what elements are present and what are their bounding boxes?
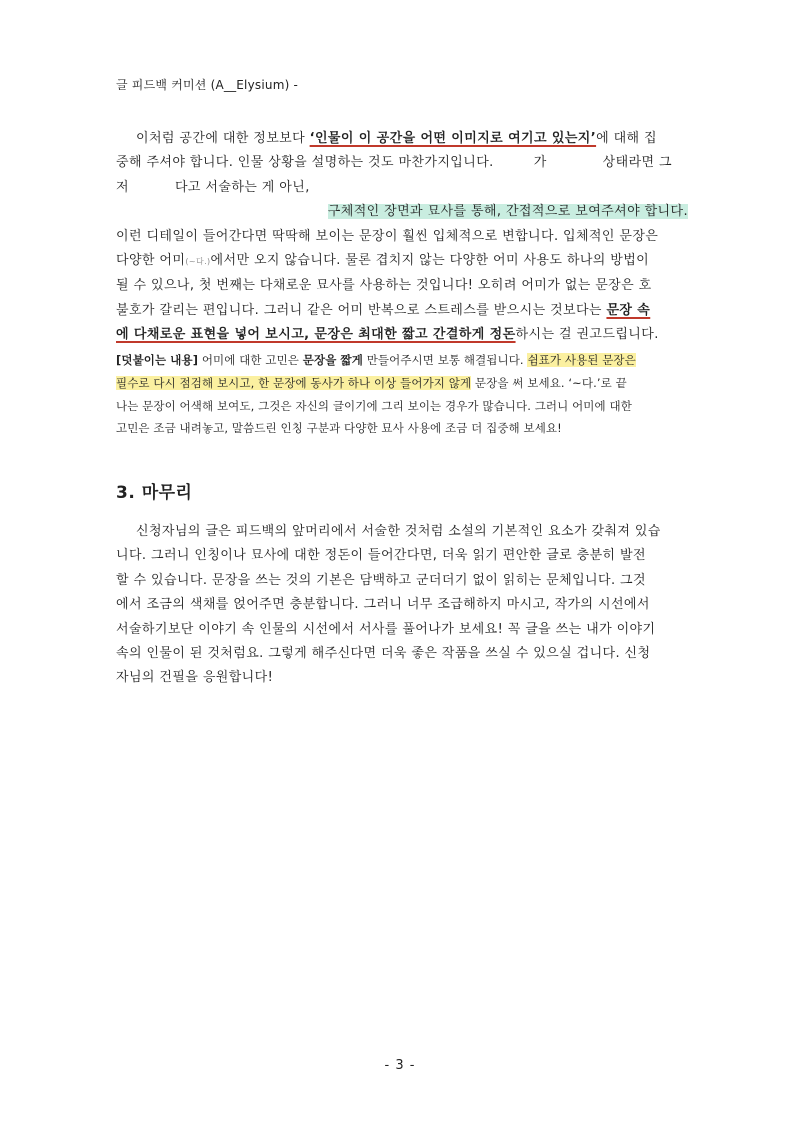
para3-line-4: 에서 조금의 색채를 얹어주면 충분합니다. 그러니 너무 조급해하지 마시고, 작가의 시선에서 (116, 597, 650, 613)
para2-line-3: 나는 문장이 어색해 보여도, 그것은 자신의 글이기에 그리 보이는 경우가 많습니다. 그러니 어미에 대한 (116, 398, 632, 413)
para2-line-4: 고민은 조금 내려놓고, 말씀드린 인칭 구분과 다양한 묘사 사용에 조금 더 집중해 보세요! (116, 421, 562, 436)
highlight-comma-check: 쉼표가 사용된 문장은 (527, 353, 636, 367)
para1-line-6: 다양한 어미(~다.)에서만 오지 않습니다. 물론 겹치지 않는 다양한 어미 사용도 하나의 방법이 (116, 253, 650, 269)
highlight-one-verb: 필수로 다시 점검해 보시고, 한 문장에 동사가 하나 이상 들어가지 않게 (116, 375, 472, 390)
emphasis-character-perception: ‘인물이 이 공간을 어떤 이미지로 여기고 있는지’ (309, 131, 597, 146)
emphasis-sentence-start: 문장 속 (606, 302, 651, 318)
para2-line-1: [덧붙이는 내용] 어미에 대한 고민은 문장을 짧게 만들어주시면 보통 해결됩니다. 쉼표가 사용된 문장은 (116, 353, 636, 367)
paragraph-additional-note (116, 349, 688, 440)
emphasis-concise-sentences: 에 다채로운 표현을 넣어 보시고, 문장은 최대한 짧고 간결하게 정돈 (116, 327, 516, 343)
para3-line-1: 신청자님의 글은 피드백의 앞머리에서 서술한 것처럼 소설의 기본적인 요소가 갖춰져 있습 (136, 524, 661, 539)
document-header: 글 피드백 커미션 (A__Elysium) - (116, 78, 299, 92)
note-label: [덧붙이는 내용] (116, 353, 199, 367)
para1-line-3: 저 다고 서술하는 게 아닌, (116, 179, 310, 195)
para1-line-4 (116, 200, 688, 224)
para3-line-6: 속의 인물이 된 것처럼요. 그렇게 해주신다면 더욱 좋은 작품을 쓰실 수 있으실 겁니다. 신청 (116, 646, 651, 662)
para1-line-5: 이런 디테일이 들어간다면 딱딱해 보이는 문장이 훨씬 입체적으로 변합니다. 입체적인 문장은 (116, 228, 659, 244)
page-number: - 3 - (384, 1058, 416, 1073)
paragraph-conclusion (116, 520, 688, 691)
para1-line-9: 에 다채로운 표현을 넣어 보시고, 문장은 최대한 짧고 간결하게 정돈하시는 걸 권고드립니다. (116, 327, 659, 343)
para3-line-3: 할 수 있습니다. 문장을 쓰는 것의 기본은 담백하고 군더더기 없이 읽히는 문체입니다. 그것 (116, 572, 646, 588)
para2-line-2: 필수로 다시 점검해 보시고, 한 문장에 동사가 하나 이상 들어가지 않게 문장을 써 보세요. ‘~다.’로 끝 (116, 375, 627, 390)
paragraph-perspective (116, 127, 688, 348)
para3-line-2: 니다. 그러니 인칭이나 묘사에 대한 정돈이 들어간다면, 더욱 읽기 편안한 글로 충분히 발전 (116, 548, 646, 564)
highlight-show-dont-tell: 구체적인 장면과 묘사를 통해, 간접적으로 보여주셔야 합니다. (327, 204, 688, 220)
ending-example-note: (~다.) (185, 257, 211, 267)
section-heading: 3. 마무리 (116, 483, 193, 503)
para1-line-8: 불호가 갈리는 편입니다. 그러니 같은 어미 반복으로 스트레스를 받으시는 것보다는 문장 속 (116, 302, 651, 318)
para1-line-7: 될 수 있으나, 첫 번째는 다채로운 묘사를 사용하는 것입니다! 오히려 어미가 없는 문장은 호 (116, 278, 652, 294)
para1-line-2: 중해 주셔야 합니다. 인물 상황을 설명하는 것도 마찬가지입니다. 가 상태라면 그 (116, 155, 672, 171)
para3-line-7: 자님의 건필을 응원합니다! (116, 670, 274, 686)
para1-line-1: 이처럼 공간에 대한 정보보다 ‘인물이 이 공간을 어떤 이미지로 여기고 있는지’에 대해 집 (136, 131, 657, 146)
para3-line-5: 서술하기보단 이야기 속 인물의 시선에서 서사를 풀어나가 보세요! 꼭 글을 쓰는 내가 이야기 (116, 621, 656, 637)
